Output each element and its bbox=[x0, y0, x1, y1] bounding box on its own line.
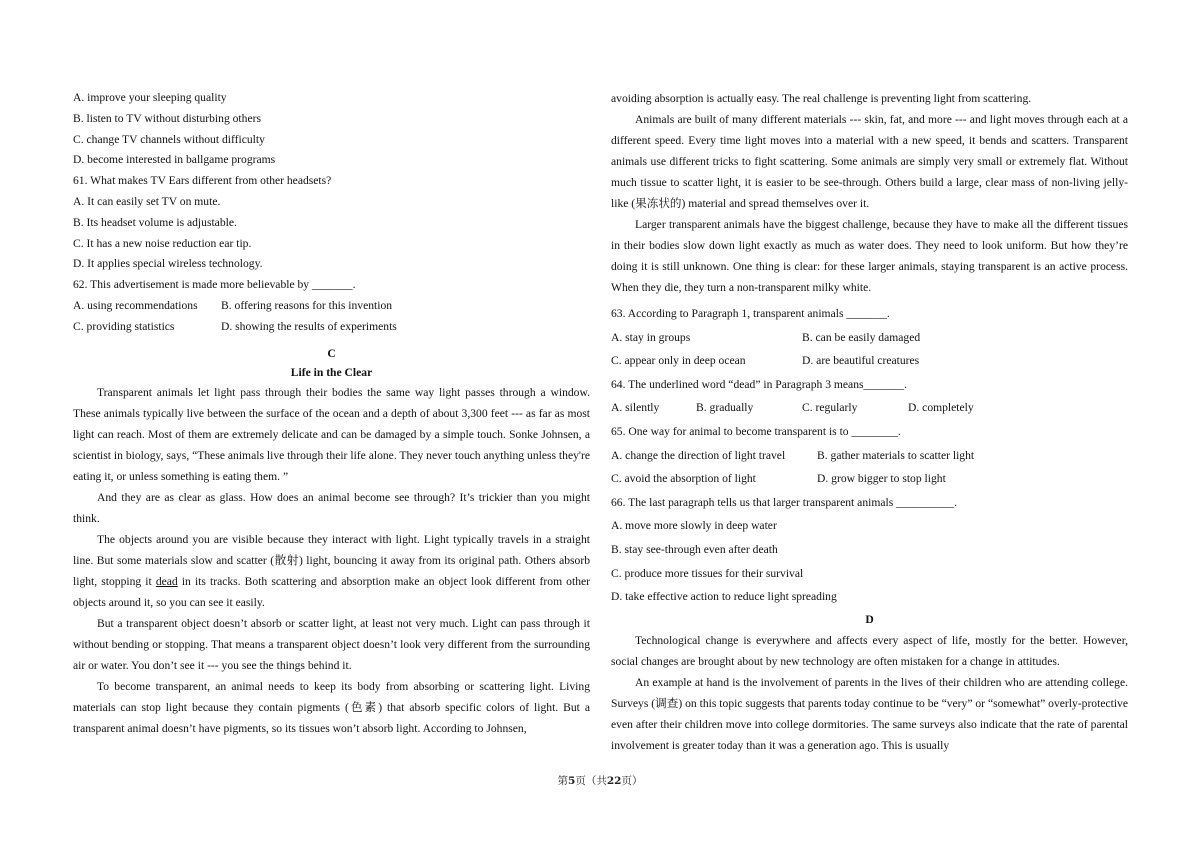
q60-option-d: D. become interested in ballgame programs bbox=[73, 153, 276, 167]
q64-option-d: D. completely bbox=[908, 401, 974, 415]
q60-option-b: B. listen to TV without disturbing others bbox=[73, 111, 261, 125]
q65-option-c: C. avoid the absorption of light bbox=[611, 472, 756, 486]
q64-option-c: C. regularly bbox=[802, 401, 858, 415]
q65-stem: 65. One way for animal to become transparent is to ________. bbox=[611, 424, 901, 438]
q64-options-row bbox=[611, 396, 1128, 420]
q63-options-row-1 bbox=[611, 326, 1128, 350]
q61-option-b: B. Its headset volume is adjustable. bbox=[73, 215, 237, 229]
q63-option-a: A. stay in groups bbox=[611, 330, 691, 344]
passage-c-paragraph-7: Larger transparent animals have the biggest challenge, because they have to make all the different tissues in their bodies slow down light exactly as much as water does. They need to look uniform. But how they’re doing it is still unknown. One thing is clear: for these larger animals, staying transparent is an active process. When they die, they turn a non-transparent milky white. bbox=[611, 218, 1128, 294]
q63-option-d: D. are beautiful creatures bbox=[802, 354, 920, 368]
passage-c-paragraph-5: To become transparent, an animal needs to keep its body from absorbing or scattering light. Living materials can stop light because they contain pigments (色素) that absorb specific colors of light. But a transparent animal doesn’t have pigments, so its tissues won’t absorb light. According to Johnsen, bbox=[73, 679, 590, 735]
q62-option-a: A. using recommendations bbox=[73, 298, 198, 312]
q62-option-c: C. providing statistics bbox=[73, 319, 175, 333]
q63-option-c: C. appear only in deep ocean bbox=[611, 354, 746, 368]
passage-c-paragraph-5-continued: avoiding absorption is actually easy. The real challenge is preventing light from scattering. bbox=[611, 92, 1032, 105]
q63-stem: 63. According to Paragraph 1, transparent animals _______. bbox=[611, 307, 890, 320]
q63-option-b: B. can be easily damaged bbox=[802, 330, 921, 344]
page-footer bbox=[0, 773, 1200, 788]
q66-option-d: D. take effective action to reduce light spreading bbox=[611, 590, 837, 604]
q61-option-c: C. It has a new noise reduction ear tip. bbox=[73, 236, 252, 250]
q65-option-b: B. gather materials to scatter light bbox=[817, 448, 975, 462]
q64-option-b: B. gradually bbox=[696, 401, 754, 415]
passage-d-paragraph-1: Technological change is everywhere and affects every aspect of life, mostly for the better. However, social changes are brought about by new technology are often mistaken for a change in attitudes. bbox=[611, 633, 1128, 668]
right-column bbox=[611, 88, 1128, 756]
section-c-letter: C bbox=[327, 346, 336, 360]
q65-options-row-2 bbox=[611, 467, 1128, 491]
passage-c-paragraph-2: And they are as clear as glass. How does an animal become see through? It’s trickier than you might think. bbox=[73, 490, 590, 525]
section-d-letter: D bbox=[865, 612, 874, 626]
q66-option-b: B. stay see-through even after death bbox=[611, 542, 778, 556]
q62-option-d: D. showing the results of experiments bbox=[221, 319, 397, 333]
footer-total-pages: 22 bbox=[606, 775, 622, 787]
q61-option-d: D. It applies special wireless technology. bbox=[73, 257, 263, 271]
paragraph-3-text-before: The objects around you are visible because they interact with light. Light typically travels in a straight line. But some materials slow and scatter (散射) light, bouncing it away from its original path. Others absorb light, stopping it bbox=[73, 532, 590, 588]
passage-c-paragraph-1: Transparent animals let light pass through their bodies the same way light passes through a window. These animals typically live between the surface of the ocean and a depth of about 3,300 feet --- as far as most light can reach. Most of them are extremely delicate and can be damaged by a simple touch. Sonke Johnsen, a scientist in biology, says, “These animals live through their life alone. They never touch anything unless they're eating it, or unless something is eating them. ” bbox=[73, 385, 590, 483]
q62-options-row-1 bbox=[73, 296, 590, 317]
q62-option-b: B. offering reasons for this invention bbox=[221, 298, 393, 312]
q61-stem: 61. What makes TV Ears different from other headsets? bbox=[73, 174, 332, 188]
q65-option-d: D. grow bigger to stop light bbox=[817, 472, 946, 486]
q60-option-c: C. change TV channels without difficulty bbox=[73, 132, 265, 146]
footer-suffix: 页） bbox=[621, 775, 643, 787]
q65-option-a: A. change the direction of light travel bbox=[611, 448, 786, 462]
q66-stem: 66. The last paragraph tells us that larger transparent animals __________. bbox=[611, 495, 958, 509]
q63-options-row-2 bbox=[611, 349, 1128, 373]
q62-options-row-2 bbox=[73, 317, 590, 338]
q66-option-a: A. move more slowly in deep water bbox=[611, 519, 777, 533]
q65-options-row-1 bbox=[611, 444, 1128, 468]
paragraph-3-text-after: in its tracks. Both scattering and absorption make an object look different from other objects around it, so you can see it easily. bbox=[73, 574, 591, 609]
passage-c-paragraph-4: But a transparent object doesn’t absorb or scatter light, at least not very much. Light can pass through it without bending or stopping. That means a transparent object doesn’t look very different from the surrounding air or water. You don’t see it --- you see the things behind it. bbox=[73, 616, 590, 672]
passage-title: Life in the Clear bbox=[290, 365, 373, 379]
q60-option-a: A. improve your sleeping quality bbox=[73, 91, 227, 104]
q64-option-a: A. silently bbox=[611, 401, 660, 415]
left-column bbox=[73, 88, 590, 739]
footer-prefix: 第 bbox=[557, 775, 569, 787]
underlined-word-dead: dead bbox=[155, 574, 178, 588]
q64-stem: 64. The underlined word “dead” in Paragraph 3 means_______. bbox=[611, 377, 907, 391]
passage-c-paragraph-3 bbox=[73, 529, 590, 613]
q62-stem: 62. This advertisement is made more believable by _______. bbox=[73, 278, 356, 292]
passage-d-paragraph-2: An example at hand is the involvement of parents in the lives of their children who are attending college. Surveys (调查) on this topic suggests that parents today continue to be “very” or “somewhat” overly-protective even after their children move into college dormitories. The same surveys also indicate that the rate of parental involvement is greater today than it was a generation ago. This is usually bbox=[611, 675, 1128, 752]
footer-page-number: 5 bbox=[568, 775, 576, 787]
footer-middle: 页（共 bbox=[575, 775, 607, 787]
passage-c-paragraph-6: Animals are built of many different materials --- skin, fat, and more --- and light moves through each at a different speed. Every time light moves into a material with a new speed, it bends and scatters. Transparent animals use different tricks to fight scattering. Some animals are simply very small or extremely flat. Without much tissue to scatter light, it is easier to be see-through. Others build a large, clear mass of non-living jelly-like (果冻状的) material and spread themselves over it. bbox=[611, 113, 1128, 210]
q61-option-a: A. It can easily set TV on mute. bbox=[73, 194, 221, 208]
q66-option-c: C. produce more tissues for their survival bbox=[611, 566, 804, 580]
